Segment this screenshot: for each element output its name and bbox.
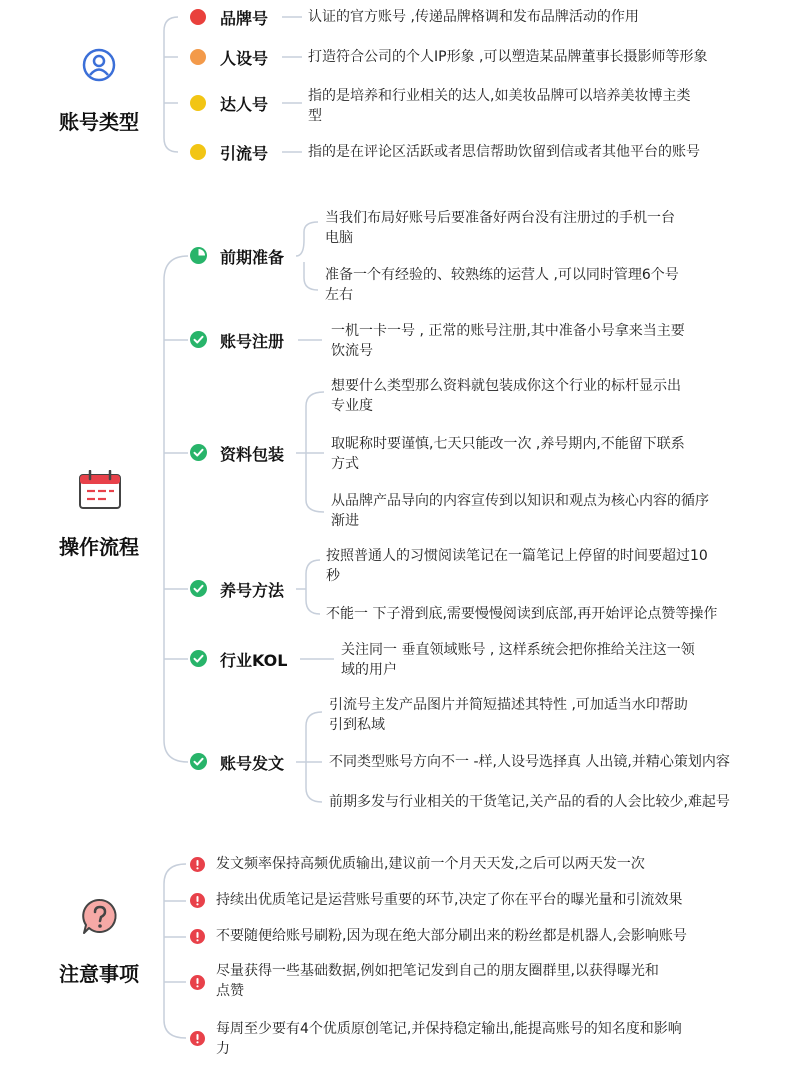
item-text: 认证的官方账号 ,传递品牌格调和发布品牌活动的作用 (308, 9, 639, 25)
alert-icon (190, 929, 205, 944)
item-text: 一机一卡一号 , 正常的账号注册,其中准备小号拿来当主要 (331, 323, 685, 339)
item-label: 人设号 (220, 49, 269, 68)
alert-icon (190, 893, 205, 908)
check-icon (190, 650, 207, 667)
item-text: 准备一个有经验的、较熟练的运营人 ,可以同时管理6个号 (325, 267, 679, 283)
item-label: 资料包装 (220, 445, 285, 464)
item-label: 养号方法 (220, 581, 285, 600)
check-icon (190, 331, 207, 348)
connector (164, 864, 186, 1038)
alert-icon (190, 857, 205, 872)
item-label: 行业KOL (220, 651, 288, 670)
item-text: 发文频率保持高频优质输出,建议前一个月天天发,之后可以两天发一次 (216, 856, 645, 872)
status-dot (190, 9, 206, 25)
item-text: 引流号主发产品图片并简短描述其特性 ,可加适当水印帮助 (329, 697, 688, 713)
item-text: 点赞 (216, 983, 244, 999)
connector (306, 712, 322, 802)
item-text: 每周至少要有4个优质原创笔记,并保持稳定输出,能提高账号的知名度和影响 (216, 1021, 682, 1037)
progress-pie-icon (190, 247, 207, 264)
check-icon (190, 753, 207, 770)
item-text: 指的是在评论区活跃或者思信帮助饮留到信或者其他平台的账号 (308, 144, 700, 160)
item-text: 取昵称时要谨慎,七天只能改一次 ,养号期内,不能留下联系 (331, 436, 685, 452)
item-text: 当我们布局好账号后要准备好两台没有注册过的手机一台 (325, 210, 675, 226)
item-text: 方式 (331, 456, 359, 472)
item-text: 想要什么类型那么资料就包装成你这个行业的标杆显示出 (331, 378, 681, 394)
connector (296, 222, 318, 256)
connector (304, 262, 318, 290)
item-text: 域的用户 (341, 662, 397, 678)
item-label: 引流号 (220, 144, 269, 163)
check-icon (190, 444, 207, 461)
connector (164, 256, 188, 762)
item-text: 专业度 (331, 398, 373, 414)
item-text: 持续出优质笔记是运营账号重要的环节,决定了你在平台的曝光量和引流效果 (216, 892, 683, 908)
user-profile-icon (82, 48, 116, 82)
question-bubble-icon (80, 897, 120, 937)
item-text: 力 (216, 1041, 230, 1057)
item-text: 左右 (325, 287, 353, 303)
item-label: 账号发文 (220, 754, 285, 773)
status-dot (190, 144, 206, 160)
item-text: 关注同一 垂直领域账号 , 这样系统会把你推给关注这一领 (341, 642, 695, 658)
alert-icon (190, 975, 205, 990)
status-dot (190, 49, 206, 65)
connector (306, 392, 324, 512)
item-label: 账号注册 (220, 332, 285, 351)
item-text: 型 (308, 108, 322, 124)
item-text: 指的是培养和行业相关的达人,如美妆品牌可以培养美妆博主类 (308, 88, 691, 104)
item-text: 打造符合公司的个人IP形象 ,可以塑造某品牌董事长摄影师等形象 (308, 49, 708, 65)
item-text: 尽量获得一些基础数据,例如把笔记发到自己的朋友圈群里,以获得曝光和 (216, 963, 659, 979)
item-text: 电脑 (325, 230, 353, 246)
item-label: 品牌号 (220, 9, 269, 28)
section-title: 账号类型 (59, 110, 139, 134)
check-icon (190, 580, 207, 597)
item-label: 前期准备 (220, 248, 285, 267)
alert-icon (190, 1031, 205, 1046)
item-text: 渐进 (331, 513, 359, 529)
item-text: 按照普通人的习惯阅读笔记在一篇笔记上停留的时间要超过10 (326, 548, 708, 564)
item-text: 不同类型账号方向不一 -样,人设号选择真 人出镜,并精心策划内容 (329, 754, 730, 770)
section-title: 注意事项 (59, 962, 139, 986)
calendar-icon (78, 470, 122, 510)
item-text: 不要随便给账号刷粉,因为现在绝大部分刷出来的粉丝都是机器人,会影响账号 (216, 928, 687, 944)
section-title: 操作流程 (59, 535, 139, 559)
item-text: 饮流号 (331, 343, 373, 359)
item-label: 达人号 (220, 95, 269, 114)
item-text: 秒 (326, 568, 340, 584)
connector (164, 17, 178, 152)
connector (306, 560, 320, 614)
item-text: 前期多发与行业相关的干货笔记,关产品的看的人会比较少,难起号 (329, 794, 730, 810)
status-dot (190, 95, 206, 111)
item-text: 从品牌产品导向的内容宣传到以知识和观点为核心内容的循序 (331, 493, 709, 509)
item-text: 引到私域 (329, 717, 385, 733)
item-text: 不能一 下子滑到底,需要慢慢阅读到底部,再开始评论点赞等操作 (326, 606, 718, 622)
